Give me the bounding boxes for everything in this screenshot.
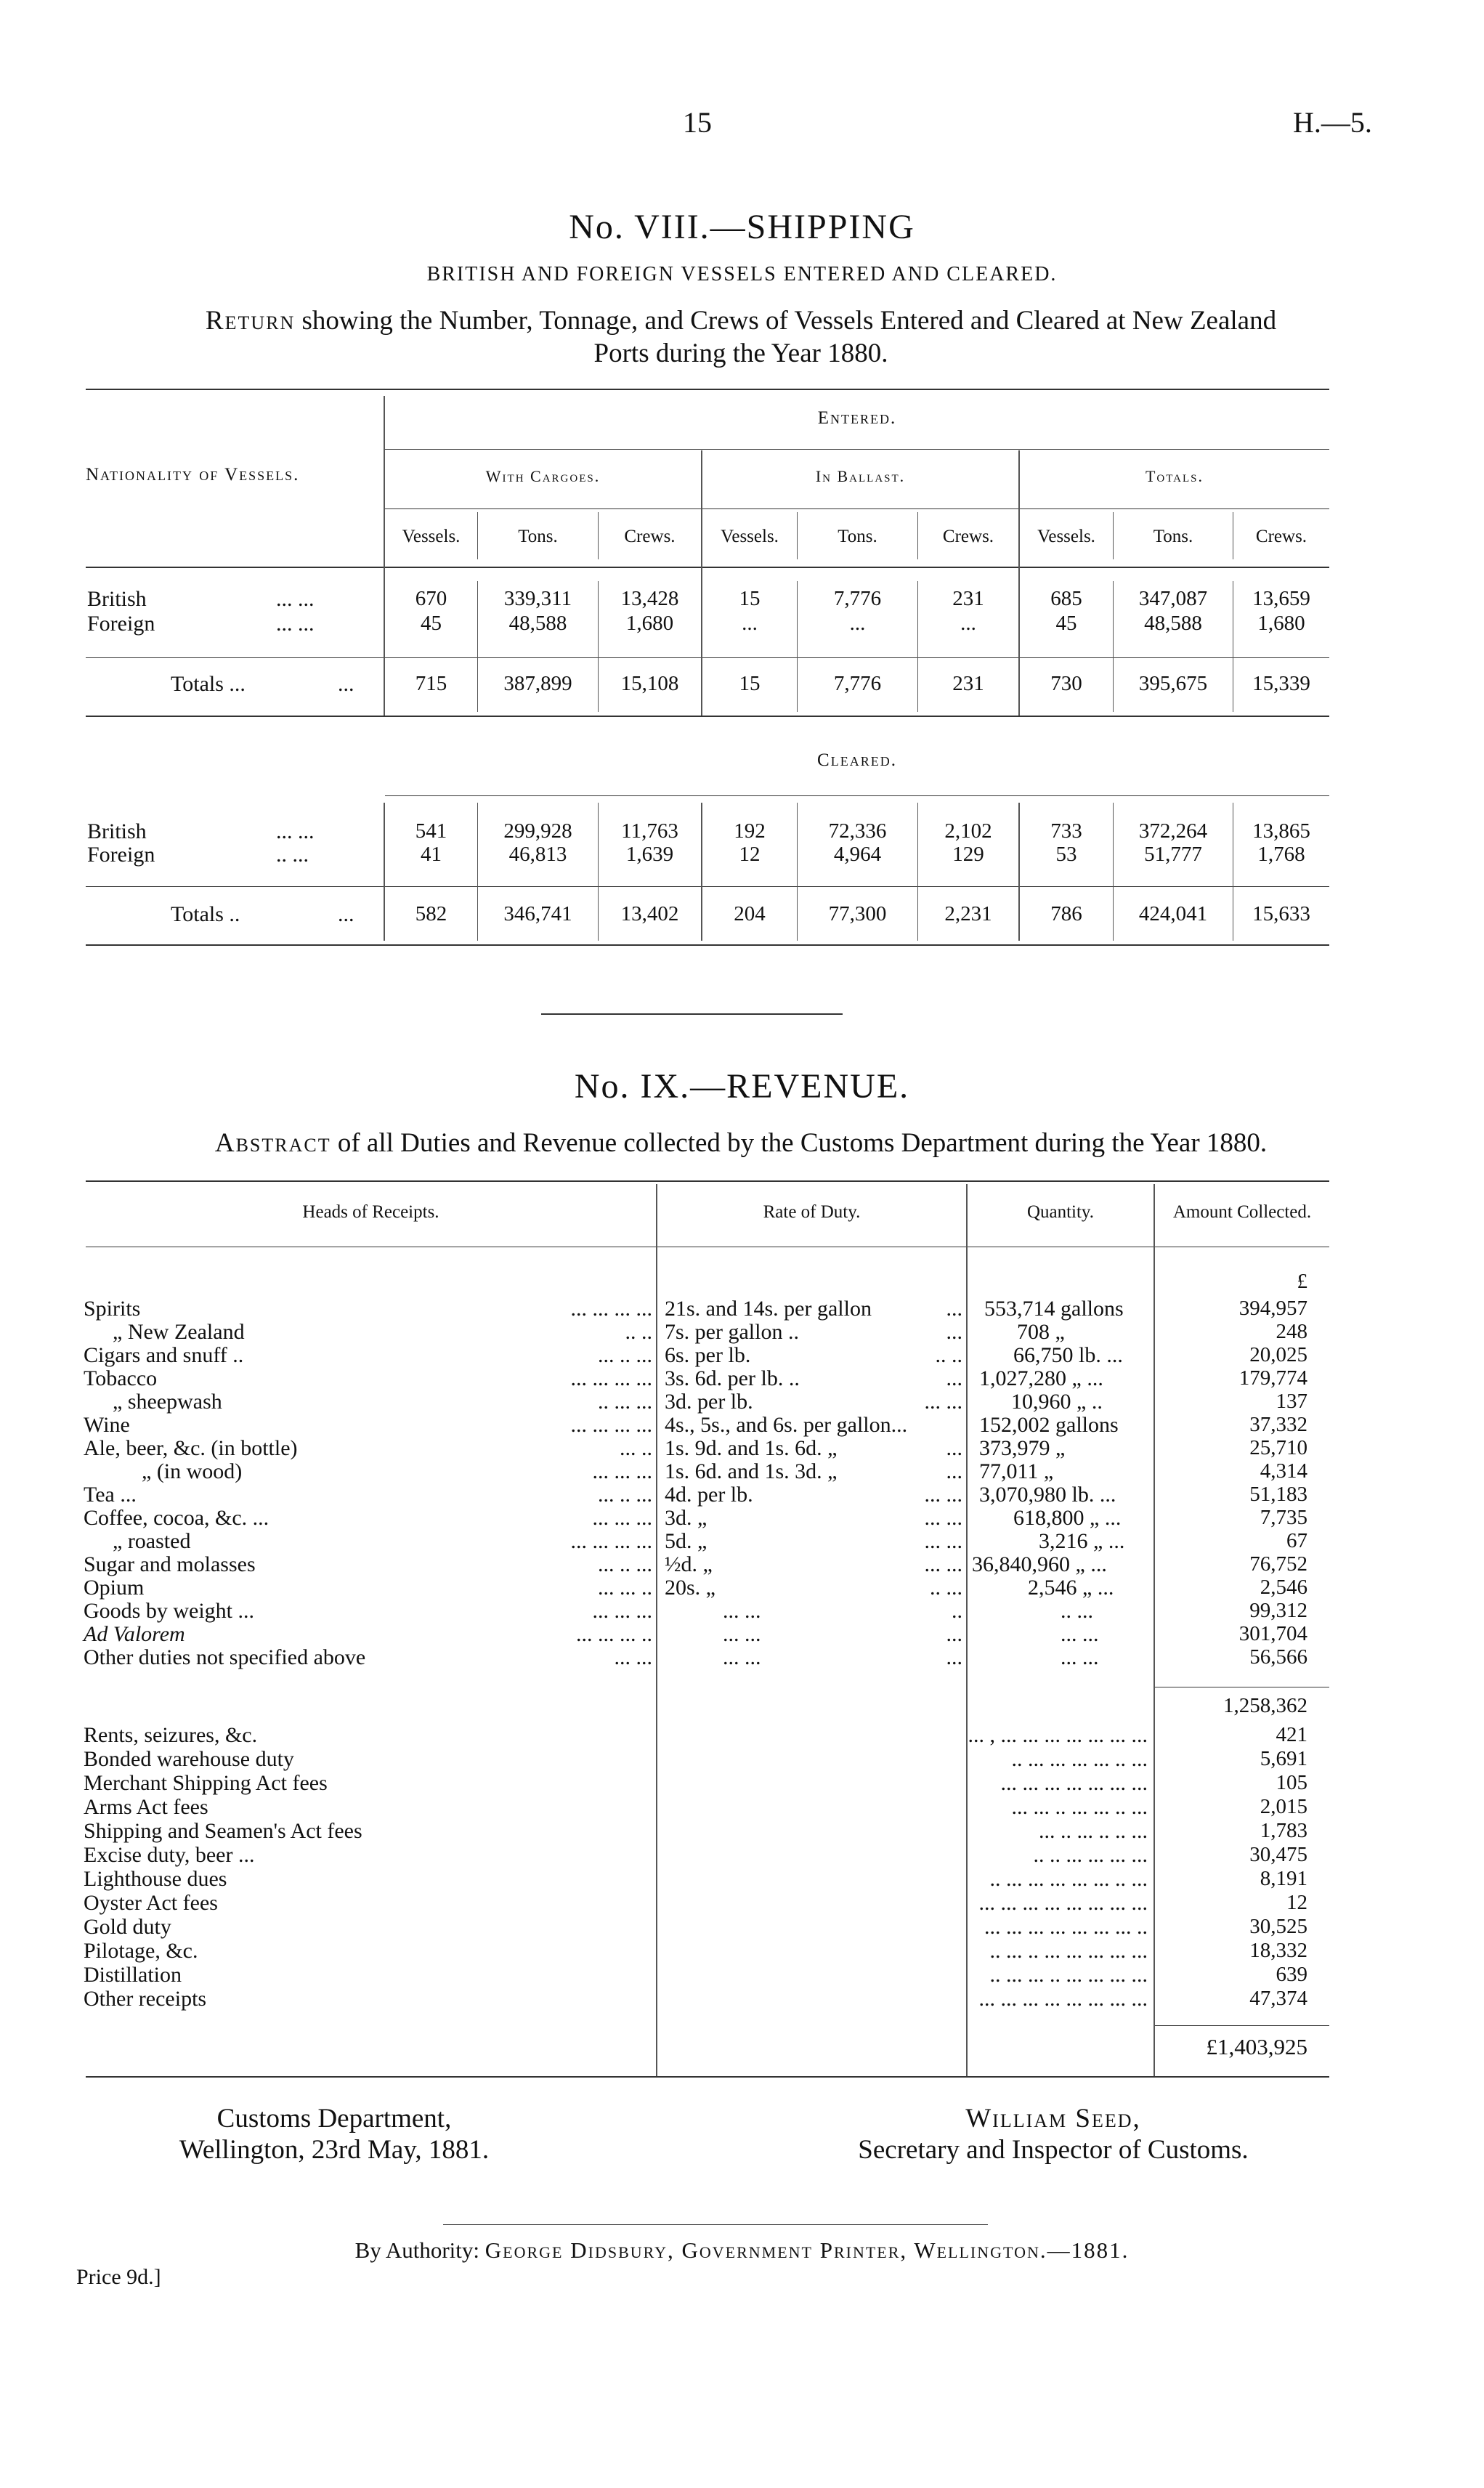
quantity: 66,750 lb. ... [1013, 1343, 1123, 1367]
duty-subtotal: 1,258,362 [1223, 1694, 1307, 1717]
signoff-signatory [799, 2103, 1307, 2165]
row-dots: ... ... ... [592, 1599, 652, 1623]
row-dots: ... ... [276, 587, 315, 611]
row-dots: ... [946, 1366, 962, 1390]
amount: 301,704 [1238, 1622, 1307, 1645]
row-dots: .. ... [276, 843, 309, 867]
row-dots: ... [946, 1436, 962, 1460]
row-dots: ... ... ... ... [570, 1413, 652, 1437]
receipt-head: Distillation [84, 1963, 182, 1987]
receipt-head: Coffee, cocoa, &c. ... [84, 1506, 269, 1530]
cell: 72,336 [828, 819, 887, 843]
row-label: Foreign [87, 612, 155, 636]
row-dots: ... .. ... [598, 1552, 652, 1576]
quantity: 3,216 „ ... [1039, 1529, 1125, 1553]
receipt-head: Spirits [84, 1297, 141, 1321]
amount: 2,015 [1260, 1795, 1307, 1818]
entered-header: Entered. [817, 408, 897, 428]
quantity: 373,979 „ [979, 1436, 1066, 1460]
cell: 1,680 [625, 612, 674, 635]
cell: 7,776 [833, 672, 882, 695]
cell: 387,899 [503, 672, 572, 695]
cell: 48,588 [508, 612, 567, 635]
quantity: 10,960 „ .. [1011, 1390, 1103, 1414]
row-dots: .. ... ... .. ... ... ... ... [989, 1963, 1148, 1987]
row-dots: ... ... ... ... ... ... ... ... [978, 1891, 1148, 1915]
duty-rate: 21s. and 14s. per gallon [665, 1297, 872, 1321]
row-dots: ... ... [924, 1552, 962, 1576]
col-header: Vessels. [721, 527, 779, 546]
cell: 15,339 [1252, 672, 1310, 695]
cell: 48,588 [1144, 612, 1202, 635]
receipt-head: Oyster Act fees [84, 1891, 218, 1915]
row-dots: .. ... .. ... ... ... ... ... [989, 1939, 1148, 1963]
amount: 5,691 [1260, 1747, 1307, 1770]
cell: 4,964 [833, 843, 882, 866]
row-dots: ... [338, 902, 354, 926]
cell: 12 [739, 843, 761, 866]
amount: 20,025 [1249, 1343, 1307, 1366]
cleared-header: Cleared. [817, 750, 897, 770]
row-label: British [87, 587, 147, 611]
quantity: 3,070,980 lb. ... [979, 1483, 1116, 1507]
cell: 231 [952, 587, 984, 610]
row-dots: ... .. ... [598, 1483, 652, 1507]
cell: 15 [739, 587, 761, 610]
row-dots: .. .. ... ... ... ... [1033, 1843, 1148, 1867]
row-dots: ... [946, 1297, 962, 1321]
row-dots: ... ... .. [598, 1576, 652, 1600]
col-header: Amount Collected. [1172, 1202, 1312, 1222]
row-dots: ... ... .. ... ... .. ... [1011, 1795, 1148, 1819]
cell: 41 [421, 843, 442, 866]
row-dots: ... ... [924, 1390, 962, 1414]
cell: ... [960, 612, 976, 635]
quantity: 553,714 gallons [984, 1297, 1124, 1321]
receipt-head: „ roasted [113, 1529, 191, 1553]
amount: 8,191 [1260, 1867, 1307, 1890]
authority-text: George Didsbury, Government Printer, Wellington.—1881. [484, 2237, 1130, 2263]
receipt-head: Excise duty, beer ... [84, 1843, 255, 1867]
quantity: 708 „ [1017, 1320, 1065, 1344]
duty-rate: 4s., 5s., and 6s. per gallon... [665, 1413, 908, 1437]
row-dots: ... ... ... ... [570, 1529, 652, 1553]
authority-lead: By Authority: [354, 2237, 480, 2263]
receipt-head: Bonded warehouse duty [84, 1747, 294, 1771]
cell: 1,768 [1257, 843, 1305, 866]
row-dots: .. ... [930, 1576, 962, 1600]
signatory-title: Secretary and Inspector of Customs. [858, 2135, 1249, 2165]
receipt-head: Cigars and snuff .. [84, 1343, 244, 1367]
grand-total: £1,403,925 [1206, 2034, 1307, 2059]
cell: 192 [734, 819, 766, 843]
row-dots: ... ... ... .. [576, 1622, 652, 1646]
cell: 715 [415, 672, 447, 695]
row-dots: .. ... ... [598, 1390, 652, 1414]
revenue-title: No. IX.—REVENUE. [574, 1067, 910, 1106]
receipt-head: Rents, seizures, &c. [84, 1723, 258, 1747]
row-dots: ... ... ... [592, 1459, 652, 1483]
row-dots: .. [952, 1599, 962, 1623]
duty-rate: 3s. 6d. per lb. .. [665, 1366, 800, 1390]
cell: 13,402 [620, 902, 679, 925]
row-dots: ... ... ... ... ... ... ... .. [984, 1915, 1148, 1939]
receipt-head: Goods by weight ... [84, 1599, 254, 1623]
duty-rate: 7s. per gallon .. [665, 1320, 799, 1344]
row-dots: .. .. [625, 1320, 652, 1344]
cell: 53 [1055, 843, 1077, 866]
duty-rate: ... ... [723, 1645, 761, 1669]
cell: 582 [415, 902, 447, 925]
receipt-head: Other duties not specified above [84, 1645, 366, 1669]
signoff-department [116, 2103, 552, 2165]
amount: 2,546 [1260, 1576, 1307, 1599]
cell: 730 [1050, 672, 1082, 695]
amount: 51,183 [1249, 1483, 1307, 1506]
cell: 424,041 [1138, 902, 1208, 925]
duty-rate: 1s. 6d. and 1s. 3d. „ [665, 1459, 838, 1483]
duty-rate: 20s. „ [665, 1576, 715, 1600]
duty-rate: 4d. per lb. [665, 1483, 753, 1507]
dept-line2: Wellington, 23rd May, 1881. [179, 2135, 490, 2165]
row-dots: ... [946, 1320, 962, 1344]
receipt-head: Gold duty [84, 1915, 171, 1939]
col-header: Crews. [624, 527, 676, 546]
cell: 13,865 [1252, 819, 1310, 843]
amount: 30,475 [1249, 1843, 1307, 1866]
row-dots: ... [946, 1645, 962, 1669]
row-label: Foreign [87, 843, 155, 867]
amount: 179,774 [1238, 1366, 1307, 1390]
paper-reference: H.—5. [1293, 106, 1372, 139]
row-dots: ... .. [620, 1436, 652, 1460]
group-with-cargoes: With Cargoes. [485, 467, 601, 485]
cell: 46,813 [508, 843, 567, 866]
quantity: 2,546 „ ... [1028, 1576, 1114, 1600]
cell: 299,928 [503, 819, 572, 843]
row-dots: ... ... ... ... ... ... ... [1000, 1771, 1148, 1795]
duty-rate: 3d. „ [665, 1506, 707, 1530]
cell: 77,300 [828, 902, 887, 925]
group-totals: Totals. [1145, 467, 1204, 485]
row-dots: ... ... ... ... [570, 1366, 652, 1390]
receipt-head: Shipping and Seamen's Act fees [84, 1819, 362, 1843]
quantity: 77,011 „ [979, 1459, 1054, 1483]
row-dots: ... [946, 1622, 962, 1646]
duty-rate: 5d. „ [665, 1529, 707, 1553]
cell: 2,231 [944, 902, 992, 925]
row-dots: .. ... ... ... ... ... .. ... [989, 1867, 1148, 1891]
amount: 137 [1276, 1390, 1307, 1413]
amount: 1,783 [1260, 1819, 1307, 1842]
currency-symbol: £ [1297, 1270, 1307, 1293]
col-header: Quantity. [1026, 1202, 1095, 1222]
shipping-title: No. VIII.—SHIPPING [569, 208, 915, 246]
row-dots: ... ... [924, 1506, 962, 1530]
amount: 67 [1286, 1529, 1307, 1552]
cell: 1,639 [625, 843, 674, 866]
row-dots: ... ... [614, 1645, 652, 1669]
shipping-subtitle: BRITISH AND FOREIGN VESSELS ENTERED AND CLEARED. [426, 263, 1058, 285]
col-header: Crews. [942, 527, 994, 546]
row-dots: ... ... [276, 612, 315, 636]
row-dots: ... [338, 672, 354, 696]
amount: 105 [1276, 1771, 1307, 1794]
row-dots: ... ... ... ... [570, 1297, 652, 1321]
row-dots: ... .. ... .. .. ... [1039, 1819, 1148, 1843]
cell: 45 [1055, 612, 1077, 635]
quantity: ... ... [1061, 1622, 1099, 1646]
amount: 56,566 [1249, 1645, 1307, 1669]
cell: 13,428 [620, 587, 679, 610]
amount: 99,312 [1249, 1599, 1307, 1622]
row-dots: ... ... [924, 1529, 962, 1553]
cell: 670 [415, 587, 447, 610]
amount: 47,374 [1249, 1987, 1307, 2010]
cell: 339,311 [503, 587, 572, 610]
signatory-name: William Seed, [965, 2104, 1141, 2134]
quantity: 152,002 gallons [979, 1413, 1119, 1437]
receipt-head: Sugar and molasses [84, 1552, 256, 1576]
price: Price 9d.] [76, 2265, 161, 2289]
cell: ... [742, 612, 758, 635]
amount: 4,314 [1260, 1459, 1307, 1483]
cell: ... [849, 612, 866, 635]
amount: 18,332 [1249, 1939, 1307, 1962]
amount: 12 [1286, 1891, 1307, 1914]
cell: 2,102 [944, 819, 992, 843]
totals-label: Totals ... [171, 672, 246, 696]
cell: 1,680 [1257, 612, 1305, 635]
row-dots: ... , ... ... ... ... ... ... ... [968, 1723, 1148, 1747]
amount: 76,752 [1249, 1552, 1307, 1576]
amount: 248 [1276, 1320, 1307, 1343]
totals-label: Totals .. [171, 902, 240, 926]
col-header: Crews. [1255, 527, 1307, 546]
receipt-head: Ad Valorem [84, 1622, 185, 1646]
cell: 15,108 [620, 672, 679, 695]
quantity: ... ... [1061, 1645, 1099, 1669]
quantity: 36,840,960 „ ... [972, 1552, 1107, 1576]
cell: 13,659 [1252, 587, 1310, 610]
col-header: Vessels. [1037, 527, 1095, 546]
row-dots: .. .. [935, 1343, 962, 1367]
amount: 394,957 [1238, 1297, 1307, 1320]
cell: 204 [734, 902, 766, 925]
amount: 639 [1276, 1963, 1307, 1986]
quantity: 1,027,280 „ ... [979, 1366, 1103, 1390]
quantity: 618,800 „ ... [1013, 1506, 1122, 1530]
receipt-head: Tobacco [84, 1366, 158, 1390]
page-number: 15 [683, 106, 712, 139]
receipt-head: „ sheepwash [113, 1390, 222, 1414]
group-in-ballast: In Ballast. [815, 467, 906, 485]
row-dots: ... ... [276, 819, 315, 843]
cell: 11,763 [621, 819, 678, 843]
authority-line [0, 2237, 1484, 2264]
cell: 7,776 [833, 587, 882, 610]
receipt-head: Other receipts [84, 1987, 207, 2011]
abstract-lead: Abstract [214, 1128, 331, 1158]
col-header: Tons. [838, 527, 877, 546]
cell: 395,675 [1138, 672, 1208, 695]
return-lead: Return [205, 306, 296, 336]
cell: 786 [1050, 902, 1082, 925]
receipt-head: Opium [84, 1576, 145, 1600]
receipt-head: Wine [84, 1413, 130, 1437]
duty-rate: 3d. per lb. [665, 1390, 753, 1414]
quantity: .. ... [1061, 1599, 1093, 1623]
amount: 25,710 [1249, 1436, 1307, 1459]
footer-rule [443, 2224, 988, 2225]
row-dots: ... .. ... [598, 1343, 652, 1367]
receipt-head: „ New Zealand [113, 1320, 245, 1344]
amount: 30,525 [1249, 1915, 1307, 1938]
cell: 15 [739, 672, 761, 695]
duty-rate: ... ... [723, 1622, 761, 1646]
receipt-head: „ (in wood) [142, 1459, 243, 1483]
row-label: British [87, 819, 147, 843]
col-header: Vessels. [402, 527, 461, 546]
return-text-1: showing the Number, Tonnage, and Crews of Vessels Entered and Cleared at New Zealand [301, 306, 1277, 336]
duty-rate: ... ... [723, 1599, 761, 1623]
receipt-head: Tea ... [84, 1483, 137, 1507]
shipping-return-line2: Ports during the Year 1880. [593, 339, 888, 368]
receipt-head: Lighthouse dues [84, 1867, 227, 1891]
col-header: Heads of Receipts. [302, 1202, 439, 1222]
row-dots: ... ... ... [592, 1506, 652, 1530]
col-header: Rate of Duty. [763, 1202, 861, 1222]
cell: 685 [1050, 587, 1082, 610]
cell: 51,777 [1144, 843, 1202, 866]
amount: 7,735 [1260, 1506, 1307, 1529]
receipt-head: Arms Act fees [84, 1795, 208, 1819]
row-dots: .. ... ... ... ... .. ... [1011, 1747, 1148, 1771]
cell: 541 [415, 819, 447, 843]
cell: 45 [421, 612, 442, 635]
cell: 346,741 [503, 902, 572, 925]
row-dots: ... [946, 1459, 962, 1483]
duty-rate: 6s. per lb. [665, 1343, 751, 1367]
receipt-head: Pilotage, &c. [84, 1939, 198, 1963]
row-dots: ... ... ... ... ... ... ... ... [978, 1987, 1148, 2011]
cell: 15,633 [1252, 902, 1310, 925]
col-header: Tons. [518, 527, 558, 546]
amount: 37,332 [1249, 1413, 1307, 1436]
duty-rate: ½d. „ [665, 1552, 713, 1576]
cell: 347,087 [1138, 587, 1208, 610]
cell: 231 [952, 672, 984, 695]
amount: 421 [1276, 1723, 1307, 1746]
duty-rate: 1s. 9d. and 1s. 6d. „ [665, 1436, 838, 1460]
col-header: Tons. [1153, 527, 1193, 546]
cell: 733 [1050, 819, 1082, 843]
row-dots: ... ... [924, 1483, 962, 1507]
receipt-head: Ale, beer, &c. (in bottle) [84, 1436, 298, 1460]
cell: 372,264 [1138, 819, 1208, 843]
cell: 129 [952, 843, 984, 866]
dept-line1: Customs Department, [216, 2104, 452, 2134]
nationality-header: Nationality of Vessels. [86, 465, 300, 485]
receipt-head: Merchant Shipping Act fees [84, 1771, 328, 1795]
abstract-text: of all Duties and Revenue collected by the Customs Department during the Year 1880. [337, 1128, 1268, 1158]
